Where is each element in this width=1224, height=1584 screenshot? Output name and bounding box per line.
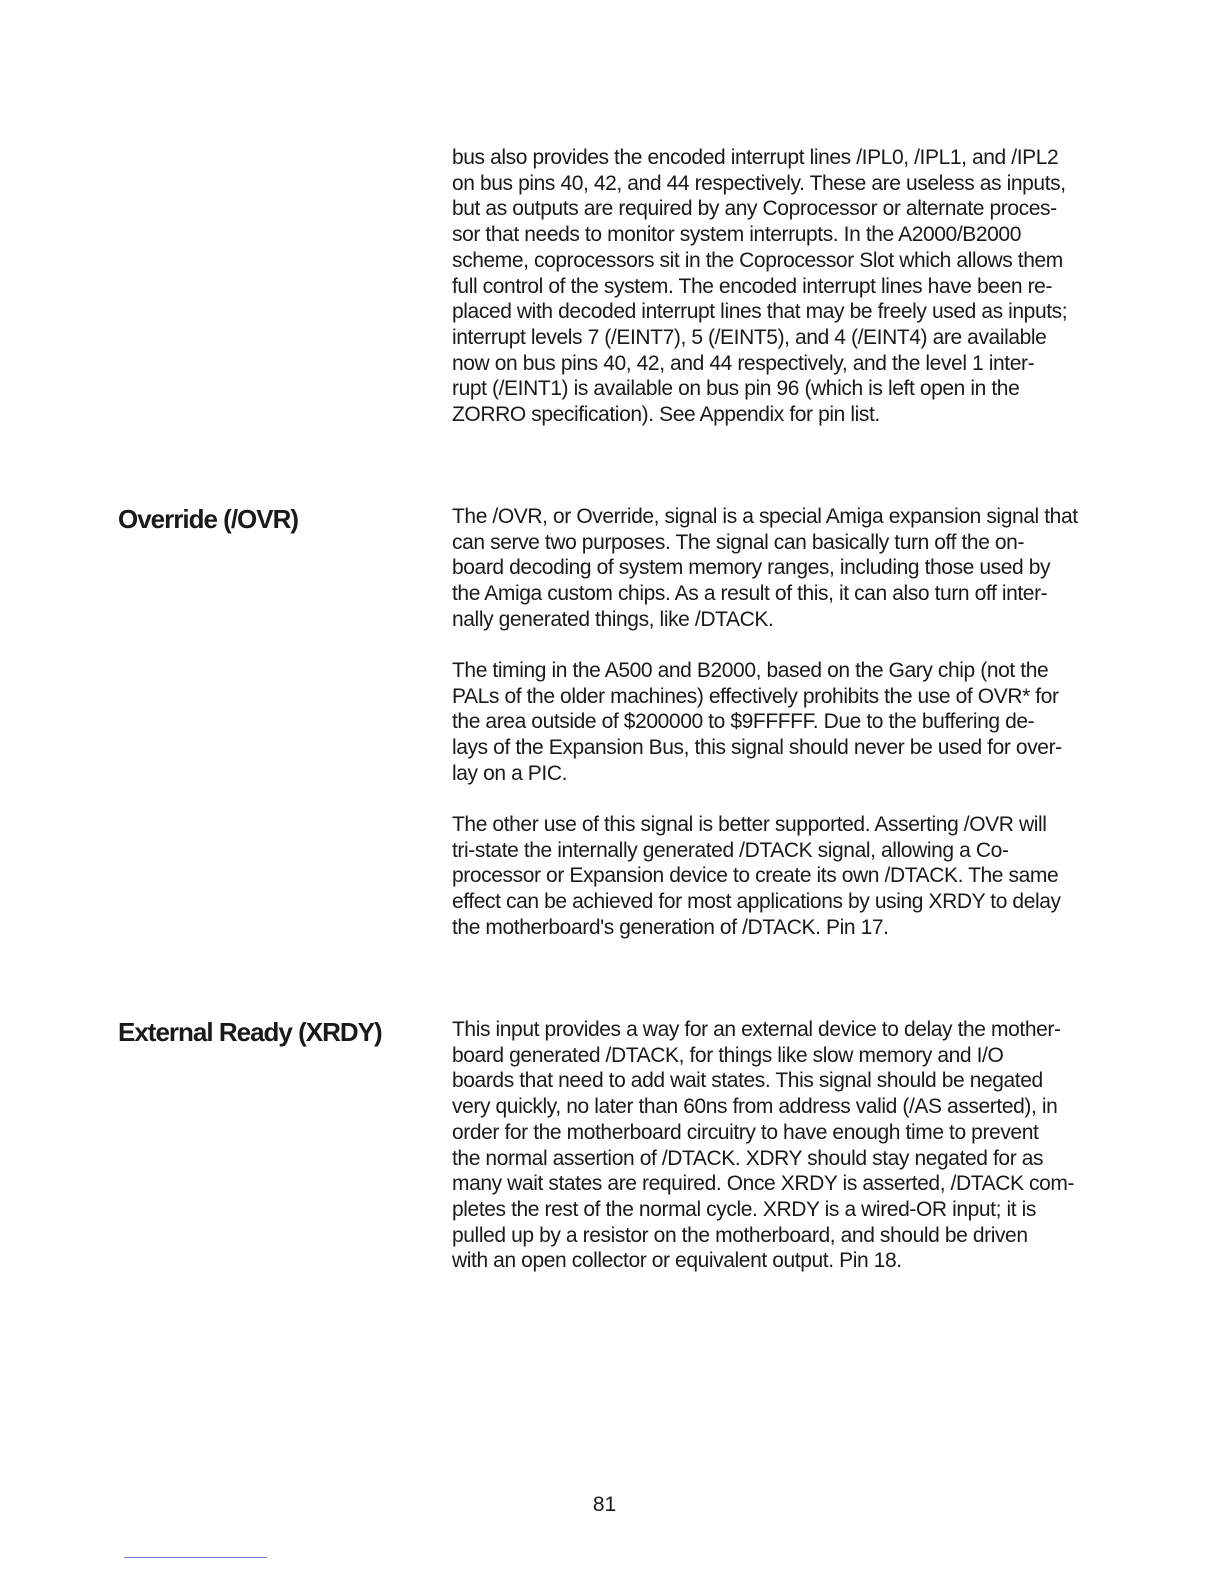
text-line: can serve two purposes. The signal can basically turn off the on-	[452, 530, 1025, 554]
text-line: now on bus pins 40, 42, and 44 respectively, and the level 1 inter-	[452, 351, 1035, 375]
text-line: placed with decoded interrupt lines that may be freely used as inputs;	[452, 300, 1068, 324]
text-line: the motherboard's generation of /DTACK. Pin 17.	[452, 915, 889, 939]
text-line: lay on a PIC.	[452, 761, 568, 785]
footnote-divider	[124, 1557, 267, 1558]
text-line: PALs of the older machines) effectively prohibits the use of OVR* for	[452, 684, 1059, 708]
text-line: the area outside of $200000 to $9FFFFF. Due to the buffering de-	[452, 710, 1035, 734]
text-line: The other use of this signal is better supported. Asserting /OVR will	[452, 813, 1047, 836]
text-line: the Amiga custom chips. As a result of this, it can also turn off inter-	[452, 582, 1048, 606]
text-line: but as outputs are required by any Coprocessor or alternate proces-	[452, 197, 1057, 221]
text-line: very quickly, no later than 60ns from address valid (/AS asserted), in	[452, 1095, 1058, 1119]
xrdy-paragraph	[452, 1017, 1092, 1274]
section-heading-override: Override (/OVR)	[118, 504, 299, 534]
text-line: nally generated things, like /DTACK.	[452, 607, 774, 631]
text-line: scheme, coprocessors sit in the Coprocessor Slot which allows them	[452, 248, 1063, 272]
text-line: order for the motherboard circuitry to have enough time to prevent	[452, 1120, 1039, 1144]
text-line: pulled up by a resistor on the motherboard, and should be driven	[452, 1223, 1028, 1247]
text-line: many wait states are required. Once XRDY is asserted, /DTACK com-	[452, 1172, 1075, 1196]
text-line: board decoding of system memory ranges, including those used by	[452, 556, 1051, 580]
text-line: full control of the system. The encoded interrupt lines have been re-	[452, 274, 1053, 298]
text-line: effect can be achieved for most applications by using XRDY to delay	[452, 890, 1061, 914]
text-line: with an open collector or equivalent output. Pin 18.	[452, 1249, 902, 1273]
text-line: the normal assertion of /DTACK. XDRY should stay negated for as	[452, 1146, 1044, 1170]
text-line: The timing in the A500 and B2000, based on the Gary chip (not the	[452, 659, 1049, 682]
intro-paragraph	[452, 145, 1092, 428]
text-line: tri-state the internally generated /DTACK signal, allowing a Co-	[452, 838, 1009, 862]
override-paragraph-2	[452, 658, 1092, 787]
text-line: processor or Expansion device to create its own /DTACK. The same	[452, 864, 1059, 888]
text-line: bus also provides the encoded interrupt lines /IPL0, /IPL1, and /IPL2	[452, 146, 1059, 169]
text-line: ZORRO specification). See Appendix for pin list.	[452, 403, 880, 427]
text-line: pletes the rest of the normal cycle. XRDY is a wired-OR input; it is	[452, 1197, 1036, 1221]
text-line: This input provides a way for an external device to delay the mother-	[452, 1018, 1061, 1041]
section-heading-xrdy: External Ready (XRDY)	[118, 1017, 382, 1047]
page-number: 81	[592, 1493, 617, 1516]
text-line: interrupt levels 7 (/EINT7), 5 (/EINT5), and 4 (/EINT4) are available	[452, 325, 1047, 349]
text-line: lays of the Expansion Bus, this signal should never be used for over-	[452, 736, 1062, 760]
override-paragraph-1	[452, 504, 1092, 633]
text-line: boards that need to add wait states. This signal should be negated	[452, 1069, 1043, 1093]
text-line: sor that needs to monitor system interrupts. In the A2000/B2000	[452, 223, 1021, 247]
text-line: on bus pins 40, 42, and 44 respectively. These are useless as inputs,	[452, 171, 1066, 195]
text-line: The /OVR, or Override, signal is a special Amiga expansion signal that	[452, 505, 1078, 528]
text-line: rupt (/EINT1) is available on bus pin 96 (which is left open in the	[452, 377, 1020, 401]
override-paragraph-3	[452, 812, 1092, 941]
text-line: board generated /DTACK, for things like slow memory and I/O	[452, 1043, 1004, 1067]
